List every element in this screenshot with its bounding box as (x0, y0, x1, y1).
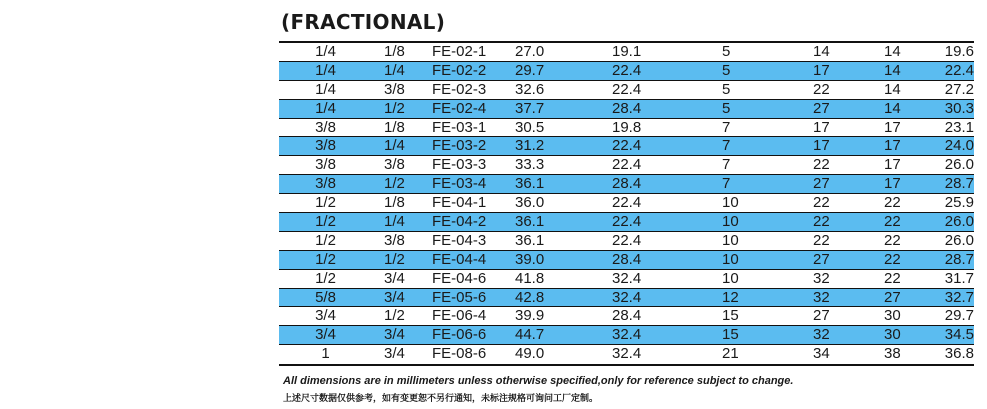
table-cell: FE-02-4 (432, 99, 487, 117)
table-cell: 5/8 (315, 288, 336, 306)
table-cell: 28.4 (612, 307, 642, 325)
table-cell: 15 (722, 307, 739, 325)
table-cell: FE-03-4 (432, 175, 487, 193)
table-cell: 34.5 (944, 326, 974, 344)
table-cell: 10 (722, 269, 739, 287)
table-cell: FE-02-3 (432, 80, 487, 98)
table-cell: 30.3 (944, 99, 974, 117)
table-cell: 32.4 (612, 326, 642, 344)
table-cell: 19.6 (944, 43, 974, 60)
table-cell: 14 (884, 61, 901, 79)
table-cell: 1/2 (315, 269, 336, 287)
table-cell: 29.7 (944, 307, 974, 325)
table-cell: 3/8 (315, 175, 336, 193)
table-cell: FE-02-2 (432, 61, 487, 79)
table-cell: 3/4 (384, 326, 405, 344)
table-cell: 28.7 (944, 175, 974, 193)
table-cell: 3/4 (384, 345, 405, 363)
table-cell: 3/8 (315, 118, 336, 136)
table-cell: 17 (813, 118, 830, 136)
table-cell: 32.4 (612, 269, 642, 287)
table-cell: 22.4 (612, 61, 642, 79)
table-cell: 42.8 (515, 288, 545, 306)
table-cell: 23.1 (944, 118, 974, 136)
table-cell: 10 (722, 194, 739, 212)
table-cell: 14 (813, 43, 830, 60)
table-cell: 22.4 (612, 80, 642, 98)
table-cell: 17 (884, 156, 901, 174)
table-cell: FE-04-1 (432, 194, 487, 212)
table-row (279, 81, 974, 100)
table-cell: 26.0 (944, 156, 974, 174)
table-cell: 36.1 (515, 213, 545, 231)
table-cell: 7 (722, 175, 731, 193)
table-cell: 22 (813, 80, 830, 98)
table-cell: 12 (722, 288, 739, 306)
table-cell: 3/8 (384, 231, 405, 249)
table-cell: 32 (813, 288, 830, 306)
table-cell: 30.5 (515, 118, 545, 136)
table-cell: 44.7 (515, 326, 545, 344)
table-cell: 7 (722, 156, 731, 174)
table-cell: FE-04-3 (432, 231, 487, 249)
table-cell: 36.0 (515, 194, 545, 212)
table-cell: 22 (884, 194, 901, 212)
table-cell: 3/4 (315, 326, 336, 344)
table-row (279, 289, 974, 308)
table-row (279, 232, 974, 251)
table-cell: 22.4 (612, 156, 642, 174)
table-cell: 32.7 (944, 288, 974, 306)
table-cell: 30 (884, 326, 901, 344)
table-cell: 39.0 (515, 250, 545, 268)
table-cell: 14 (884, 80, 901, 98)
table-row (279, 213, 974, 232)
table-cell: 1/4 (315, 80, 336, 98)
table-cell: 39.9 (515, 307, 545, 325)
table-cell: FE-08-6 (432, 345, 487, 363)
table-row (279, 100, 974, 119)
table-cell: 28.4 (612, 250, 642, 268)
table-cell: 1/4 (315, 99, 336, 117)
table-cell: 41.8 (515, 269, 545, 287)
table-cell: FE-04-4 (432, 250, 487, 268)
table-cell: 3/8 (315, 156, 336, 174)
table-cell: 5 (722, 43, 731, 60)
table-cell: 22.4 (612, 137, 642, 155)
table-cell: 34 (813, 345, 830, 363)
table-cell: 1 (321, 345, 330, 363)
table-cell: 27.0 (515, 43, 545, 60)
table-row (279, 326, 974, 345)
table-cell: FE-03-1 (432, 118, 487, 136)
table-cell: 29.7 (515, 61, 545, 79)
table-cell: 22 (813, 194, 830, 212)
table-row (279, 137, 974, 156)
table-cell: 27 (813, 250, 830, 268)
table-cell: 33.3 (515, 156, 545, 174)
table-cell: 17 (884, 175, 901, 193)
table-row (279, 270, 974, 289)
table-cell: 10 (722, 213, 739, 231)
table-cell: 22 (884, 269, 901, 287)
table-cell: 28.7 (944, 250, 974, 268)
table-cell: 7 (722, 118, 731, 136)
table-cell: 27 (884, 288, 901, 306)
table-cell: FE-04-6 (432, 269, 487, 287)
table-cell: 36.1 (515, 231, 545, 249)
table-cell: 28.4 (612, 175, 642, 193)
dimension-table (279, 41, 974, 366)
table-cell: 1/8 (384, 118, 405, 136)
table-cell: 28.4 (612, 99, 642, 117)
table-cell: 17 (884, 118, 901, 136)
table-cell: 32.4 (612, 345, 642, 363)
table-cell: 17 (884, 137, 901, 155)
table-cell: 22.4 (612, 213, 642, 231)
table-cell: 32.6 (515, 80, 545, 98)
table-cell: 22.4 (944, 61, 974, 79)
table-cell: 22.4 (612, 194, 642, 212)
table-cell: 26.0 (944, 213, 974, 231)
table-cell: 3/4 (384, 269, 405, 287)
table-cell: 24.0 (944, 137, 974, 155)
table-cell: 31.7 (944, 269, 974, 287)
table-row (279, 119, 974, 138)
table-cell: 22 (884, 250, 901, 268)
table-row (279, 62, 974, 81)
table-cell: 3/8 (384, 156, 405, 174)
table-cell: 3/8 (384, 80, 405, 98)
table-cell: FE-05-6 (432, 288, 487, 306)
table-cell: 14 (884, 43, 901, 60)
table-cell: 1/8 (384, 43, 405, 60)
table-cell: FE-06-4 (432, 307, 487, 325)
table-cell: 7 (722, 137, 731, 155)
dimension-note-chinese: 上述尺寸数据仅供参考，如有变更恕不另行通知，未标注规格可询问工厂定制。 (283, 394, 599, 404)
table-cell: 27 (813, 307, 830, 325)
table-row (279, 307, 974, 326)
table-cell: FE-04-2 (432, 213, 487, 231)
table-cell: 32 (813, 326, 830, 344)
table-cell: 1/2 (315, 231, 336, 249)
table-cell: FE-06-6 (432, 326, 487, 344)
table-row (279, 194, 974, 213)
table-cell: 31.2 (515, 137, 545, 155)
table-cell: 1/8 (384, 194, 405, 212)
table-cell: 22 (884, 231, 901, 249)
table-cell: 27.2 (944, 80, 974, 98)
table-cell: 1/2 (384, 250, 405, 268)
table-cell: 30 (884, 307, 901, 325)
table-cell: 1/4 (315, 43, 336, 60)
table-row (279, 345, 974, 364)
table-cell: FE-03-2 (432, 137, 487, 155)
table-cell: 1/4 (315, 61, 336, 79)
table-cell: 17 (813, 137, 830, 155)
table-cell: 25.9 (944, 194, 974, 212)
table-cell: 1/2 (315, 213, 336, 231)
table-cell: 19.8 (612, 118, 642, 136)
table-cell: 36.8 (944, 345, 974, 363)
table-cell: 1/4 (384, 61, 405, 79)
table-row (279, 175, 974, 194)
table-row (279, 43, 974, 62)
table-cell: 1/2 (384, 99, 405, 117)
table-cell: 27 (813, 175, 830, 193)
table-cell: 32.4 (612, 288, 642, 306)
table-row (279, 251, 974, 270)
table-cell: 27 (813, 99, 830, 117)
table-cell: 37.7 (515, 99, 545, 117)
table-cell: 5 (722, 99, 731, 117)
table-cell: 22 (813, 156, 830, 174)
table-cell: FE-03-3 (432, 156, 487, 174)
table-cell: 36.1 (515, 175, 545, 193)
dimension-note-english: All dimensions are in millimeters unless otherwise specified,only for reference subject to change. (283, 375, 794, 387)
table-cell: 10 (722, 250, 739, 268)
table-cell: 21 (722, 345, 739, 363)
table-cell: 1/2 (315, 250, 336, 268)
table-cell: 3/8 (315, 137, 336, 155)
table-cell: 1/2 (384, 175, 405, 193)
table-cell: 49.0 (515, 345, 545, 363)
table-cell: 5 (722, 61, 731, 79)
table-cell: 3/4 (384, 288, 405, 306)
table-cell: 22 (884, 213, 901, 231)
table-cell: 38 (884, 345, 901, 363)
table-cell: 17 (813, 61, 830, 79)
table-row (279, 156, 974, 175)
table-cell: 1/4 (384, 137, 405, 155)
table-cell: 1/4 (384, 213, 405, 231)
table-cell: 15 (722, 326, 739, 344)
table-cell: 22 (813, 231, 830, 249)
section-heading: (FRACTIONAL) (281, 10, 446, 34)
table-cell: 1/2 (384, 307, 405, 325)
table-cell: 10 (722, 231, 739, 249)
table-cell: 19.1 (612, 43, 642, 60)
table-cell: 32 (813, 269, 830, 287)
table-cell: 22.4 (612, 231, 642, 249)
table-cell: 5 (722, 80, 731, 98)
table-cell: 26.0 (944, 231, 974, 249)
table-cell: 1/2 (315, 194, 336, 212)
table-cell: 3/4 (315, 307, 336, 325)
table-cell: 14 (884, 99, 901, 117)
table-cell: FE-02-1 (432, 43, 487, 60)
table-cell: 22 (813, 213, 830, 231)
